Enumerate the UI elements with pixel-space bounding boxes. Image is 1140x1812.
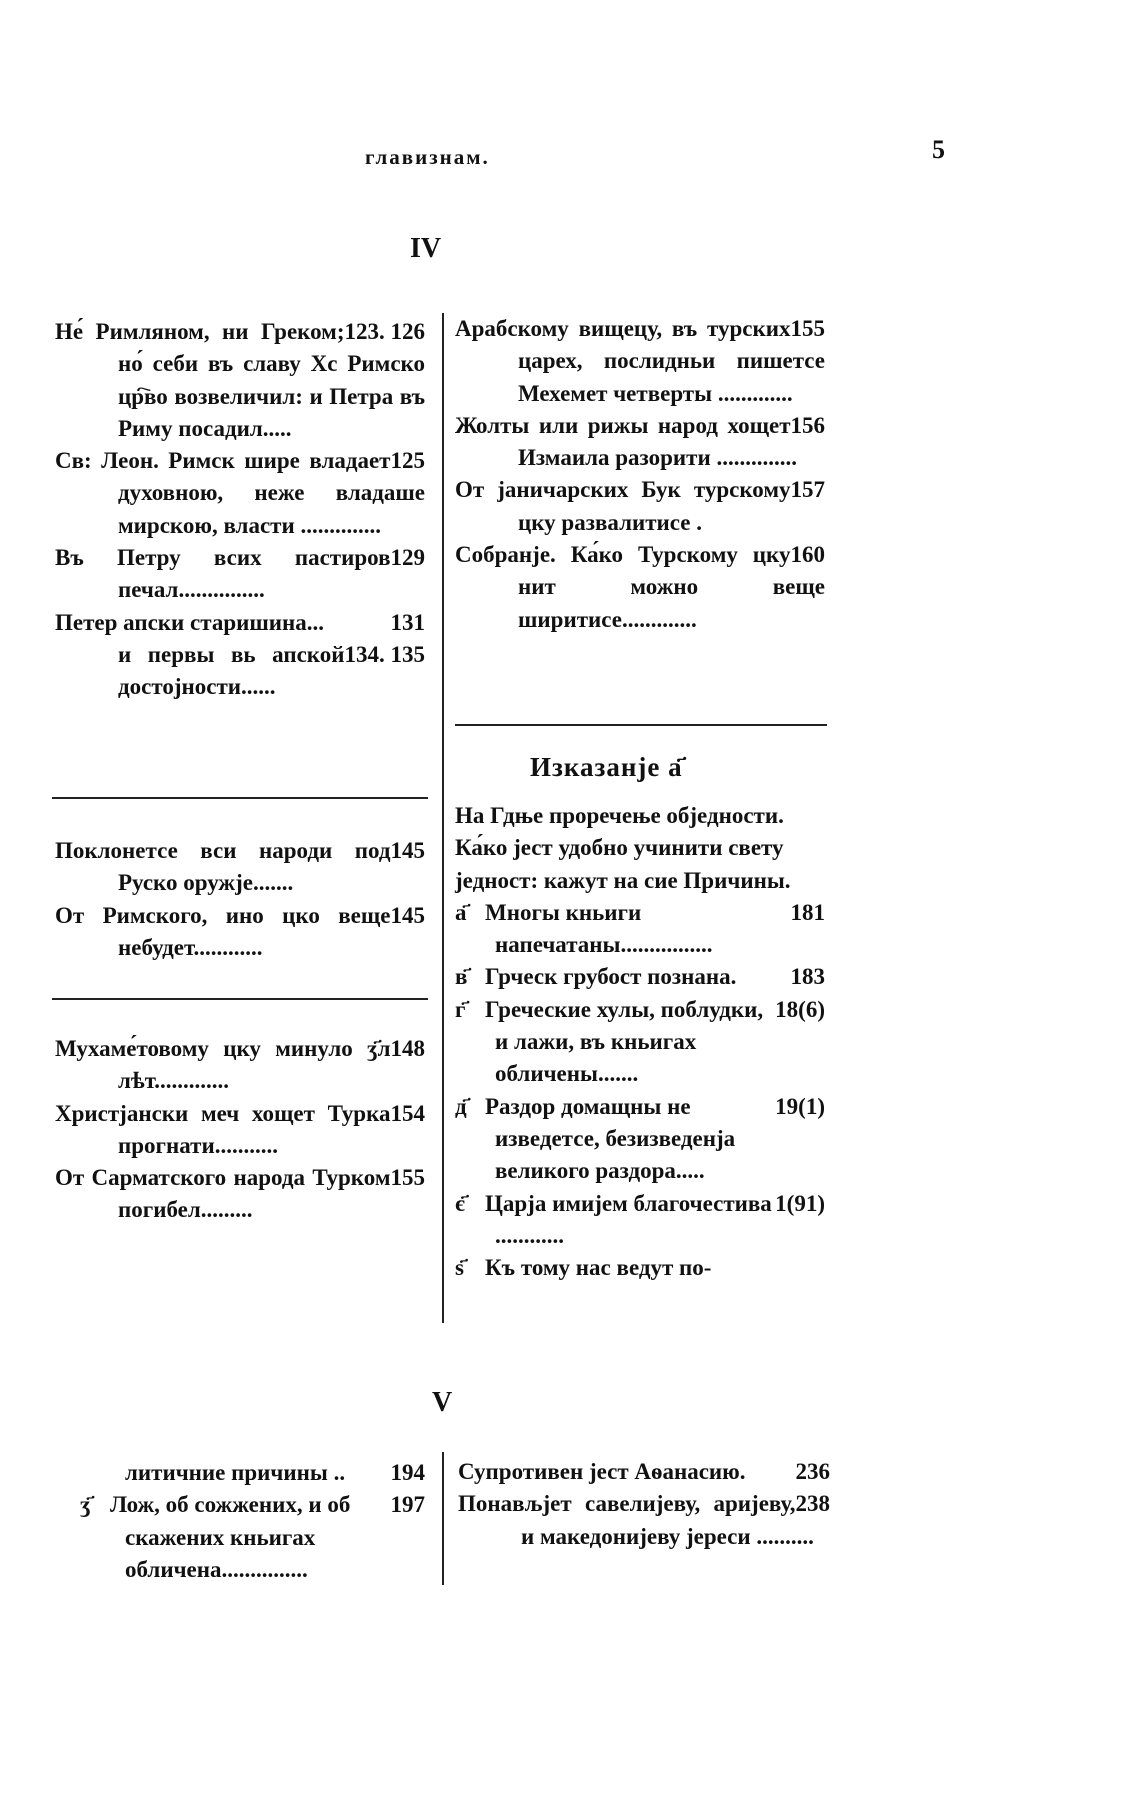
entry-page: 155	[390, 1165, 425, 1191]
entry-page: 134. 135	[344, 641, 425, 667]
entry-page: 157	[790, 477, 825, 503]
entry-text: Собранје. Ка́ко Турскому цку нит можно веще ширитисе.............	[455, 542, 825, 632]
section-iv-left-column-mid	[55, 835, 425, 964]
entry-page: 148	[390, 1036, 425, 1061]
toc-entry	[55, 835, 425, 900]
entry-text: Св: Леон. Римск шире владает духовною, неже владаше мирскою, власти ..............	[55, 448, 425, 538]
entry-text: От јаничарских Бук турскому цку развалитисе .	[455, 477, 791, 535]
entry-page: 123. 126	[344, 319, 425, 344]
section-label-iv: IV	[410, 233, 442, 264]
entry-text: Лож, об сожжених, и об скажених кньигах обличена...............	[110, 1492, 351, 1582]
numbered-entry	[455, 1252, 825, 1284]
entry-text: Въ Петру всих пастиров печал...............	[55, 545, 391, 603]
numbered-entry	[455, 1091, 825, 1188]
entry-page: 125	[390, 448, 425, 474]
numbered-entry	[455, 961, 825, 993]
toc-entry	[55, 542, 425, 607]
section-heading: Изказанје а҃	[530, 752, 683, 782]
toc-entry	[455, 313, 825, 410]
entry-text: Многы кньиги напечатаны................	[485, 899, 713, 958]
entry-page: 18(6)	[775, 996, 825, 1022]
toc-entry	[55, 445, 425, 542]
entry-page: 238	[795, 1491, 830, 1517]
entry-numeral: ӡ҃	[80, 1492, 91, 1518]
toc-entry	[455, 539, 825, 636]
toc-entry	[455, 410, 825, 475]
toc-entry	[55, 639, 425, 704]
entry-text: От Римского, ино цко веще небудет............	[55, 902, 391, 960]
entry-text: От Сарматского народа Турком погибел.........	[55, 1165, 391, 1223]
divider-rule	[455, 724, 827, 726]
entry-text: Петер апски старишина...	[55, 609, 325, 635]
section-iv-right-column-lower	[455, 800, 825, 1284]
entry-text: Къ тому нас ведут по-	[485, 1255, 712, 1281]
entry-text: литичние причины ..	[125, 1460, 346, 1485]
toc-entry	[55, 1098, 425, 1163]
section-iv-left-column	[55, 316, 425, 704]
section-iv-right-column	[455, 313, 825, 636]
entry-page: 156	[790, 412, 825, 438]
column-rule	[442, 1452, 444, 1585]
section-label-v: V	[432, 1387, 453, 1418]
numbered-entry	[455, 994, 825, 1091]
numbered-entry	[55, 1457, 425, 1489]
toc-entry	[55, 316, 425, 445]
running-title: главизнам.	[365, 145, 490, 169]
entry-numeral: в҃	[455, 964, 468, 990]
entry-text: Арабскому вищецу, въ турских царех, послидньи пишетсе Мехемет четверты .............	[455, 316, 825, 406]
entry-page: 145	[390, 838, 425, 863]
entry-text: Царја имијем благочестива ............	[485, 1190, 772, 1248]
entry-page: 160	[790, 542, 825, 568]
entry-page: 181	[790, 899, 825, 925]
entry-page: 145	[390, 902, 425, 928]
entry-text: Жолты или рижы народ хощет Измаила разорити ..............	[455, 412, 797, 471]
entry-page: 129	[390, 545, 425, 571]
entry-page: 155	[790, 316, 825, 341]
entry-page: 19(1)	[775, 1093, 825, 1119]
entry-page: 194	[390, 1460, 425, 1485]
entry-text: Супротивен јест Аѳанасию.	[458, 1459, 746, 1484]
toc-entry	[55, 1033, 425, 1098]
entry-text: Не́ Римляном, ни Греком; но́ себи въ славу Хс Римско цр҇во возвеличил: и Петра въ Риму посадил.....	[55, 319, 425, 441]
entry-page: 197	[390, 1492, 425, 1518]
page-number: 5	[932, 135, 945, 164]
section-v-left-column	[55, 1457, 425, 1586]
entry-text: Раздор домащны не изведетсе, безизведенја великого раздора.....	[485, 1093, 736, 1184]
divider-rule	[52, 797, 428, 799]
entry-page: 236	[795, 1459, 830, 1484]
entry-text: Греческие хулы, поблудки, и лажи, въ кньигах обличены.......	[485, 996, 764, 1087]
entry-text: Грческ грубост познана.	[485, 964, 737, 990]
section-iv-left-column-low	[55, 1033, 425, 1227]
entry-page: 183	[790, 964, 825, 990]
toc-entry	[55, 607, 425, 639]
toc-entry	[455, 474, 825, 539]
toc-entry	[458, 1488, 830, 1553]
entry-numeral: є҃	[455, 1190, 465, 1216]
entry-text: Мухаме́товому цку минуло ӡ҃л лѣт.............	[55, 1036, 391, 1094]
entry-text: Христјански меч хощет Турка прогнати...........	[55, 1100, 391, 1158]
entry-text: и первы вь апской достојности......	[118, 641, 345, 700]
toc-entry	[55, 1162, 425, 1227]
entry-numeral: д҃	[455, 1093, 467, 1119]
entry-page: 131	[390, 609, 425, 635]
numbered-entry	[455, 1188, 825, 1253]
heading-intro	[455, 800, 825, 897]
entry-numeral: ѕ҃	[455, 1255, 464, 1281]
entry-page: 154	[390, 1100, 425, 1126]
entry-page: 1(91)	[775, 1190, 825, 1216]
section-v-right-column	[458, 1456, 830, 1553]
toc-entry	[458, 1456, 830, 1488]
toc-entry	[55, 900, 425, 965]
entry-text: Поклонетсе вси народи под Руско оружје.......	[55, 838, 391, 896]
divider-rule	[52, 998, 428, 1000]
entry-numeral: г҃	[455, 996, 466, 1022]
numbered-entry	[55, 1489, 425, 1586]
numbered-entry	[455, 897, 825, 962]
entry-numeral: а҃	[455, 899, 467, 925]
column-rule	[442, 313, 444, 1323]
intro-text: На Гдње проречење обједности. Ка́ко јест удобно учинити свету једност: кажут на сие Причины.	[455, 803, 791, 893]
entry-text: Понављјет савелијеву, аријеву, и македонијеву јереси ..........	[458, 1491, 814, 1549]
